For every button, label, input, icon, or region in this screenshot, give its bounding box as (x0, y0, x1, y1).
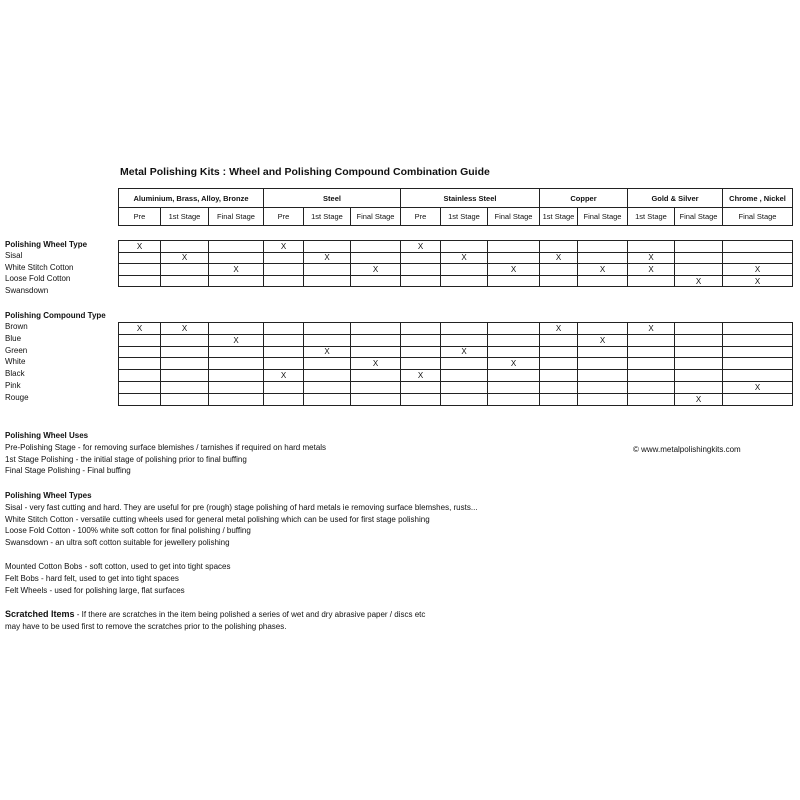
grid-cell (351, 241, 401, 253)
grid-cell (401, 334, 441, 346)
compound-section-heading: Polishing Compound Type (5, 311, 106, 320)
grid-cell (441, 393, 488, 405)
x-mark: X (555, 253, 562, 263)
grid-cell (675, 334, 723, 346)
x-mark: X (181, 323, 188, 333)
grid-cell (209, 358, 264, 370)
grid-cell (304, 346, 351, 358)
metal-header: Steel (264, 189, 401, 208)
row-label: Green (5, 345, 28, 355)
x-mark: X (280, 371, 287, 381)
table-row (119, 275, 793, 287)
grid-cell (675, 370, 723, 382)
grid-cell (401, 393, 441, 405)
metal-header: Copper (540, 189, 628, 208)
grid-cell (401, 370, 441, 382)
grid-cell (119, 334, 161, 346)
others-line: Mounted Cotton Bobs - soft cotton, used to get into tight spaces (5, 562, 231, 571)
grid-cell (675, 264, 723, 276)
grid-cell (578, 323, 628, 335)
grid-cell (628, 334, 675, 346)
table-row (119, 393, 793, 405)
grid-cell (723, 275, 793, 287)
grid-cell (540, 323, 578, 335)
row-label: White (5, 357, 26, 367)
x-mark: X (324, 347, 330, 357)
grid-cell (628, 264, 675, 276)
table-row (119, 241, 793, 253)
grid-cell (628, 252, 675, 264)
uses-line: 1st Stage Polishing - the initial stage of polishing prior to final buffing (5, 454, 247, 464)
types-line: Sisal - very fast cutting and hard. They are useful for pre (rough) stage polishing of hard metals ie removing surface blemshes, rusts... (5, 502, 478, 512)
grid-cell (119, 323, 161, 335)
wheel-grid (118, 240, 793, 287)
grid-cell (675, 358, 723, 370)
others-line: Felt Wheels - used for polishing large, flat surfaces (5, 585, 185, 595)
grid-cell (264, 370, 304, 382)
table-row (119, 264, 793, 276)
stage-header: Final Stage (723, 208, 793, 226)
grid-cell (209, 252, 264, 264)
grid-cell (723, 241, 793, 253)
stage-header: Pre (119, 208, 161, 226)
grid-cell (723, 393, 793, 405)
grid-cell (628, 275, 675, 287)
grid-cell (723, 323, 793, 335)
grid-cell (264, 241, 304, 253)
grid-cell (161, 358, 209, 370)
x-mark: X (695, 276, 702, 286)
others-line: Felt Bobs - hard felt, used to get into tight spaces (5, 573, 179, 583)
grid-cell (351, 393, 401, 405)
x-mark: X (648, 253, 654, 263)
grid-cell (209, 346, 264, 358)
table-row (119, 358, 793, 370)
grid-cell (264, 393, 304, 405)
grid-cell (304, 381, 351, 393)
compound-grid (118, 322, 793, 406)
grid-cell (119, 275, 161, 287)
grid-cell (351, 252, 401, 264)
grid-cell (119, 358, 161, 370)
grid-cell (488, 334, 540, 346)
grid-cell (578, 346, 628, 358)
grid-cell (675, 241, 723, 253)
uses-line: Pre-Polishing Stage - for removing surface blemishes / tarnishes if required on hard metals (5, 442, 327, 452)
stage-header: 1st Stage (628, 208, 675, 226)
stage-header: Final Stage (675, 208, 723, 226)
grid-cell (578, 264, 628, 276)
grid-cell (578, 275, 628, 287)
grid-cell (351, 264, 401, 276)
grid-cell (578, 370, 628, 382)
table-row (119, 252, 793, 264)
grid-cell (161, 381, 209, 393)
grid-cell (540, 275, 578, 287)
row-label: White Stitch Cotton (5, 262, 74, 272)
grid-cell (304, 323, 351, 335)
grid-cell (119, 241, 161, 253)
grid-cell (628, 346, 675, 358)
grid-cell (488, 275, 540, 287)
grid-cell (161, 275, 209, 287)
uses-line: Final Stage Polishing - Final buffing (5, 466, 131, 476)
row-label: Blue (5, 333, 22, 343)
types-line: White Stitch Cotton - versatile cutting wheels used for general metal polishing which can be used for first stage polishing (5, 514, 430, 524)
grid-cell (723, 264, 793, 276)
grid-cell (351, 334, 401, 346)
x-mark: X (555, 323, 562, 333)
x-mark: X (754, 264, 761, 274)
x-mark: X (324, 253, 330, 263)
scratched-text-line2: may have to be used first to remove the scratches prior to the polishing phases. (5, 622, 287, 631)
grid-cell (488, 252, 540, 264)
uses-heading: Polishing Wheel Uses (5, 431, 89, 440)
grid-cell (578, 241, 628, 253)
uses-block (5, 430, 326, 477)
grid-cell (209, 241, 264, 253)
grid-cell (304, 264, 351, 276)
grid-cell (675, 346, 723, 358)
x-mark: X (599, 335, 606, 345)
stage-header: Final Stage (351, 208, 401, 226)
grid-cell (209, 334, 264, 346)
grid-cell (304, 393, 351, 405)
x-mark: X (136, 241, 143, 251)
grid-cell (488, 381, 540, 393)
scratched-label: Scratched Items (5, 609, 75, 619)
grid-cell (351, 358, 401, 370)
x-mark: X (181, 253, 188, 263)
grid-cell (304, 252, 351, 264)
stage-header: Final Stage (488, 208, 540, 226)
grid-cell (304, 334, 351, 346)
grid-cell (351, 323, 401, 335)
grid-cell (209, 370, 264, 382)
grid-cell (351, 370, 401, 382)
grid-cell (304, 241, 351, 253)
grid-cell (441, 264, 488, 276)
metal-header-table (118, 188, 793, 226)
types-block (5, 490, 478, 549)
x-mark: X (372, 264, 379, 274)
grid-cell (441, 346, 488, 358)
x-mark: X (280, 241, 287, 251)
grid-cell (441, 334, 488, 346)
grid-cell (628, 370, 675, 382)
grid-cell (264, 275, 304, 287)
grid-cell (578, 381, 628, 393)
table-row (119, 334, 793, 346)
grid-cell (119, 264, 161, 276)
wheel-section-heading: Polishing Wheel Type (5, 240, 88, 249)
grid-cell (209, 264, 264, 276)
grid-cell (723, 370, 793, 382)
grid-cell (488, 370, 540, 382)
grid-cell (264, 358, 304, 370)
grid-cell (628, 358, 675, 370)
grid-cell (304, 358, 351, 370)
x-mark: X (233, 335, 239, 345)
grid-cell (540, 393, 578, 405)
row-label: Black (5, 369, 25, 379)
grid-cell (401, 252, 441, 264)
row-label: Swansdown (5, 285, 49, 295)
grid-cell (209, 275, 264, 287)
row-label: Loose Fold Cotton (5, 274, 71, 284)
grid-cell (119, 370, 161, 382)
grid-cell (441, 358, 488, 370)
grid-cell (723, 334, 793, 346)
stage-header: 1st Stage (441, 208, 488, 226)
stage-header: 1st Stage (540, 208, 578, 226)
grid-cell (401, 358, 441, 370)
x-mark: X (648, 264, 654, 274)
grid-cell (578, 358, 628, 370)
grid-cell (161, 334, 209, 346)
grid-cell (675, 381, 723, 393)
grid-cell (119, 393, 161, 405)
grid-cell (441, 323, 488, 335)
grid-cell (441, 381, 488, 393)
grid-cell (264, 264, 304, 276)
x-mark: X (510, 359, 517, 369)
x-mark: X (754, 382, 761, 392)
grid-cell (161, 252, 209, 264)
grid-cell (209, 393, 264, 405)
grid-cell (540, 370, 578, 382)
grid-cell (401, 264, 441, 276)
grid-cell (161, 264, 209, 276)
grid-cell (441, 241, 488, 253)
grid-cell (488, 393, 540, 405)
grid-cell (161, 346, 209, 358)
grid-cell (351, 275, 401, 287)
x-mark: X (754, 276, 761, 286)
others-block (5, 561, 230, 596)
table-row (119, 346, 793, 358)
grid-cell (161, 393, 209, 405)
grid-cell (401, 323, 441, 335)
page-title: Metal Polishing Kits : Wheel and Polishing Compound Combination Guide (120, 166, 490, 178)
x-mark: X (648, 323, 654, 333)
grid-cell (540, 334, 578, 346)
grid-cell (264, 323, 304, 335)
grid-cell (628, 393, 675, 405)
grid-cell (540, 358, 578, 370)
scratched-note (5, 608, 425, 633)
grid-cell (675, 275, 723, 287)
grid-cell (488, 264, 540, 276)
types-line: Swansdown - an ultra soft cotton suitable for jewellery polishing (5, 538, 230, 548)
grid-cell (209, 323, 264, 335)
grid-cell (161, 241, 209, 253)
grid-cell (675, 252, 723, 264)
grid-cell (441, 370, 488, 382)
grid-cell (401, 381, 441, 393)
row-label: Brown (5, 322, 28, 331)
metal-header: Stainless Steel (401, 189, 540, 208)
grid-cell (488, 241, 540, 253)
row-label: Rouge (5, 392, 29, 402)
grid-cell (351, 346, 401, 358)
stage-header: 1st Stage (161, 208, 209, 226)
grid-cell (540, 346, 578, 358)
grid-cell (441, 252, 488, 264)
grid-cell (119, 381, 161, 393)
x-mark: X (136, 323, 143, 333)
stage-header: 1st Stage (304, 208, 351, 226)
table-row (119, 381, 793, 393)
types-heading: Polishing Wheel Types (5, 491, 92, 500)
grid-cell (488, 323, 540, 335)
grid-cell (264, 381, 304, 393)
grid-cell (401, 346, 441, 358)
x-mark: X (510, 264, 517, 274)
grid-cell (628, 241, 675, 253)
grid-cell (351, 381, 401, 393)
grid-cell (119, 252, 161, 264)
x-mark: X (461, 347, 467, 357)
scratched-text: - If there are scratches in the item being polished a series of wet and dry abrasive paper / discs etc (74, 610, 426, 619)
x-mark: X (417, 371, 424, 381)
grid-cell (540, 252, 578, 264)
grid-cell (264, 346, 304, 358)
x-mark: X (233, 264, 239, 274)
grid-cell (304, 370, 351, 382)
stage-header: Pre (264, 208, 304, 226)
types-line: Loose Fold Cotton - 100% white soft cotton for final polishing / buffing (5, 526, 251, 536)
grid-cell (161, 370, 209, 382)
table-row (119, 323, 793, 335)
grid-cell (119, 346, 161, 358)
x-mark: X (695, 394, 702, 404)
grid-cell (675, 323, 723, 335)
grid-cell (264, 334, 304, 346)
grid-cell (540, 264, 578, 276)
grid-cell (723, 252, 793, 264)
stage-header: Final Stage (209, 208, 264, 226)
x-mark: X (372, 359, 379, 369)
row-label: Pink (5, 381, 21, 390)
table-row (119, 370, 793, 382)
grid-cell (264, 252, 304, 264)
metal-header: Gold & Silver (628, 189, 723, 208)
grid-cell (675, 393, 723, 405)
grid-cell (578, 334, 628, 346)
grid-cell (540, 241, 578, 253)
x-mark: X (417, 241, 424, 251)
metal-header: Chrome , Nickel (723, 189, 793, 208)
grid-cell (578, 393, 628, 405)
grid-cell (628, 381, 675, 393)
grid-cell (401, 241, 441, 253)
grid-cell (401, 275, 441, 287)
grid-cell (723, 381, 793, 393)
x-mark: X (599, 264, 606, 274)
grid-cell (441, 275, 488, 287)
stage-header: Pre (401, 208, 441, 226)
stage-header: Final Stage (578, 208, 628, 226)
grid-cell (578, 252, 628, 264)
grid-cell (540, 381, 578, 393)
copyright-text: © www.metalpolishingkits.com (633, 445, 741, 454)
metal-header: Aluminium, Brass, Alloy, Bronze (119, 189, 264, 208)
grid-cell (209, 381, 264, 393)
grid-cell (723, 358, 793, 370)
grid-cell (628, 323, 675, 335)
row-label: Sisal (5, 251, 23, 260)
grid-cell (723, 346, 793, 358)
grid-cell (488, 358, 540, 370)
x-mark: X (461, 253, 467, 263)
grid-cell (304, 275, 351, 287)
grid-cell (488, 346, 540, 358)
grid-cell (161, 323, 209, 335)
